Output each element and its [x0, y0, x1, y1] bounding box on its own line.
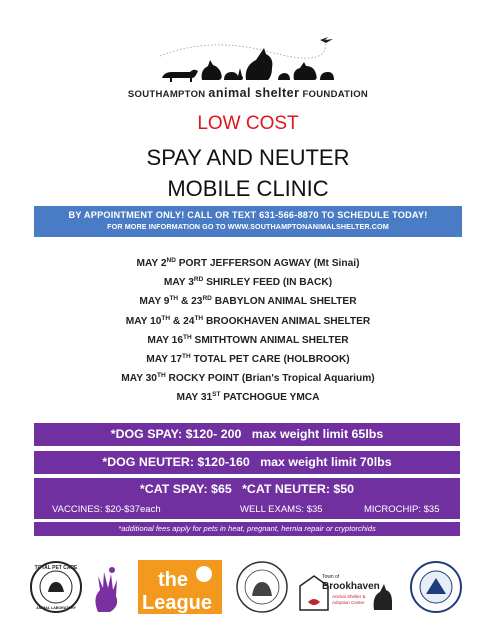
- dog-spay-price: *DOG SPAY: $120- 200 max weight limit 65lbs: [34, 423, 460, 446]
- schedule-item: MAY 17TH TOTAL PET CARE (HOLBROOK): [146, 352, 350, 365]
- brookhaven-text: Brookhaven: [322, 581, 380, 592]
- brookhaven-sub1-text: Animal Shelter &: [332, 594, 366, 599]
- website-line: FOR MORE INFORMATION GO TO WWW.SOUTHAMPTONANIMALSHELTER.COM: [107, 222, 389, 231]
- animal-silhouettes-logo: [150, 34, 350, 84]
- sponsor-logos: [0, 556, 496, 618]
- well-exams-price: WELL EXAMS: $35: [240, 504, 323, 515]
- babylon-seal-logo: [411, 562, 461, 612]
- town-of-text: Town of: [322, 574, 340, 580]
- dog-neuter-price: *DOG NEUTER: $120-160 max weight limit 70lbs: [34, 451, 460, 474]
- org-prefix: SOUTHAMPTON: [127, 89, 206, 100]
- howling-dog-icon: [246, 48, 273, 80]
- org-animal-shelter: animal shelter: [208, 86, 300, 100]
- brookhaven-shelter-logo: [300, 574, 392, 610]
- dachshund-icon: [162, 70, 198, 82]
- extra-services-bar: [34, 500, 460, 519]
- schedule-item: MAY 16TH SMITHTOWN ANIMAL SHELTER: [147, 333, 349, 346]
- org-suffix: FOUNDATION: [302, 89, 369, 100]
- smithtown-seal-logo: [237, 562, 287, 612]
- spay-neuter-heading: SPAY AND NEUTER: [146, 145, 350, 170]
- schedule-item: MAY 31ST PATCHOGUE YMCA: [176, 391, 320, 404]
- league-text: League: [142, 592, 213, 614]
- purple-paw-logo: [95, 567, 117, 612]
- rabbit-icon: [224, 68, 243, 80]
- total-pet-care-text: TOTAL PET CARE: [34, 565, 78, 571]
- schedule-item: MAY 9TH & 23RD BABYLON ANIMAL SHELTER: [139, 295, 357, 308]
- total-pet-care-logo: [31, 562, 81, 612]
- schedule-item: MAY 3RD SHIRLEY FEED (IN BACK): [163, 276, 333, 289]
- schedule-item: MAY 10TH & 24TH BROOKHAVEN ANIMAL SHELTER: [125, 314, 371, 327]
- vaccines-price: VACCINES: $20-$37each: [52, 504, 161, 515]
- sitting-dog-icon: [294, 62, 317, 80]
- paw-print-icon: [196, 566, 212, 582]
- the-text: the: [158, 569, 188, 591]
- appointment-banner: [34, 206, 462, 237]
- flight-path-line: [160, 42, 325, 58]
- mobile-clinic-heading: MOBILE CLINIC: [167, 176, 329, 201]
- schedule-item: MAY 30TH ROCKY POINT (Brian's Tropical Aquarium): [121, 372, 375, 385]
- bird-icon: [320, 37, 333, 43]
- additional-fees-note: *additional fees apply for pets in heat, pregnant, hernia repair or cryptorchids: [34, 522, 460, 536]
- cat-price: *CAT SPAY: $65 *CAT NEUTER: $50: [34, 478, 460, 501]
- brookhaven-sub2-text: Adoption Center: [332, 600, 365, 605]
- small-pet-icon: [278, 73, 290, 80]
- animal-laboratory-text: ANIMAL LABORATORY: [36, 606, 76, 610]
- appointment-line: BY APPOINTMENT ONLY! CALL OR TEXT 631-566-8870 TO SCHEDULE TODAY!: [68, 210, 428, 220]
- organization-name: [0, 86, 496, 100]
- puppy-icon: [320, 72, 334, 80]
- low-cost-heading: LOW COST: [197, 113, 299, 134]
- cat-icon: [202, 60, 222, 80]
- the-league-logo: [138, 560, 222, 614]
- clinic-schedule: [0, 254, 496, 408]
- schedule-item: MAY 2ND PORT JEFFERSON AGWAY (Mt Sinai): [136, 257, 360, 269]
- microchip-price: MICROCHIP: $35: [364, 504, 440, 515]
